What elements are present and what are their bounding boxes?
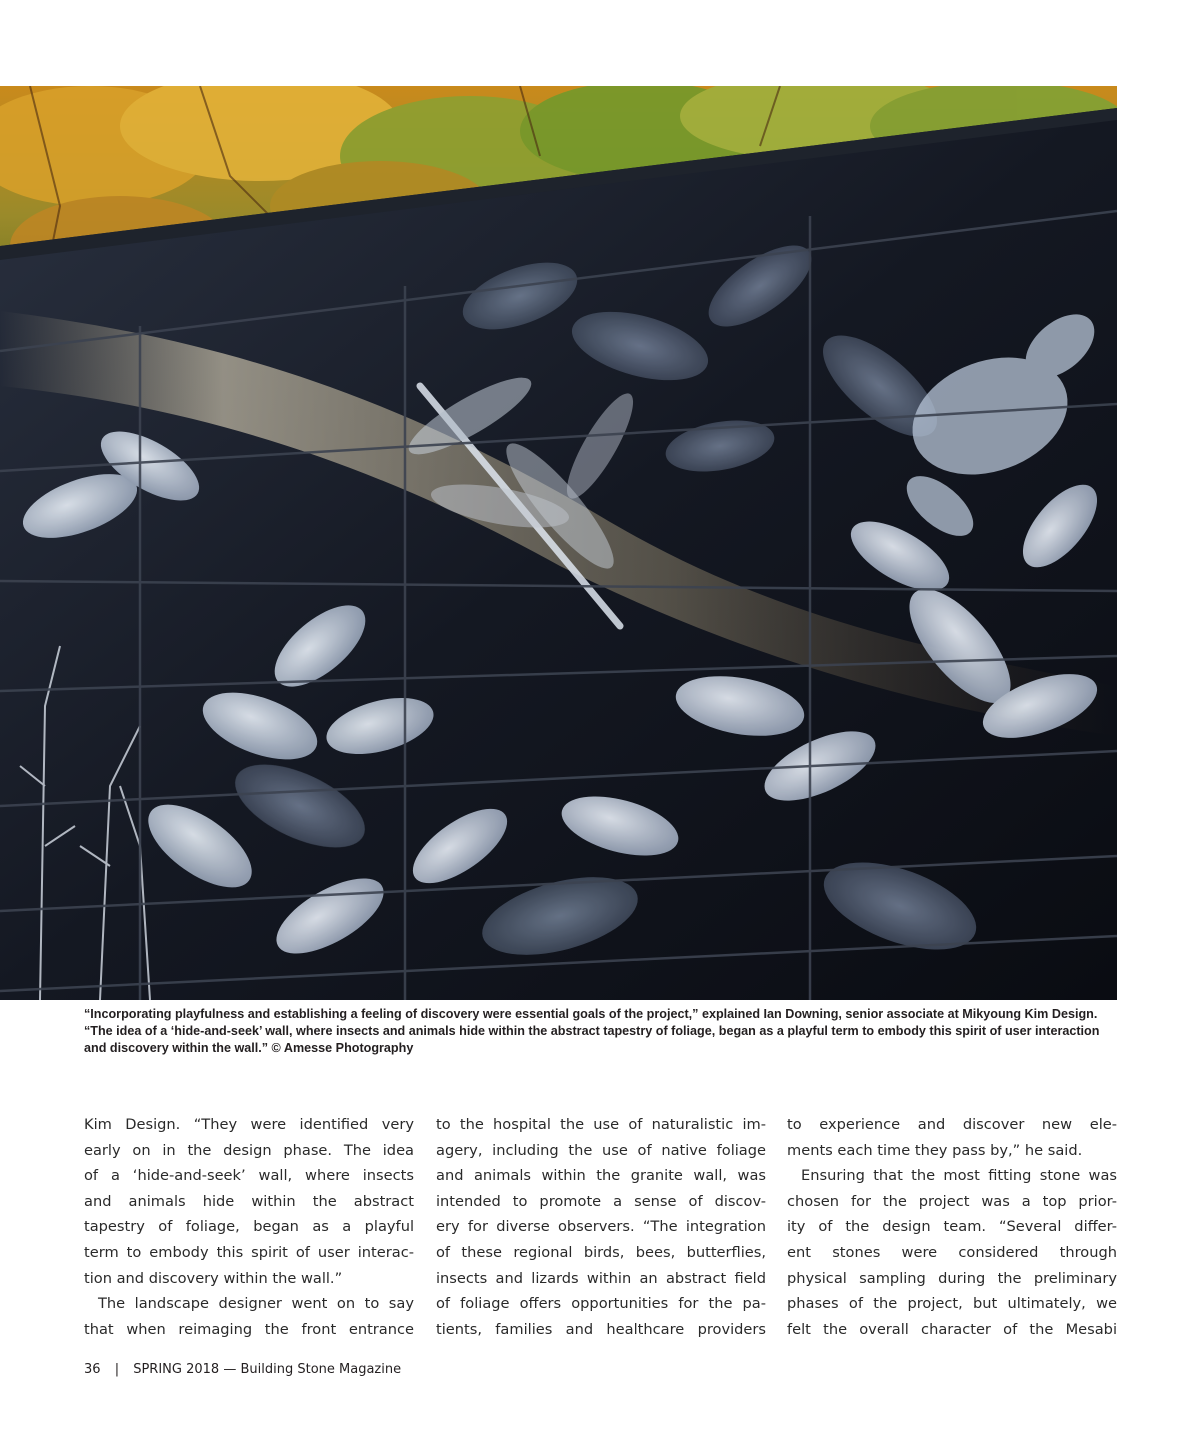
body-line: chosen for the project was a top prior- <box>787 1192 1117 1210</box>
wall-photo-illustration <box>0 86 1117 1000</box>
body-line: that when reimaging the front entrance <box>84 1320 414 1338</box>
body-line: tion and discovery within the wall.” <box>84 1269 343 1287</box>
page-footer <box>84 1362 401 1377</box>
caption-line: “The idea of a ‘hide-and-seek’ wall, where insects and animals hide within the abstract tapestry of foliage, began as a playful term to embody this spirit of user interaction <box>84 1024 1100 1038</box>
footer-separator: | <box>114 1362 120 1377</box>
hero-photo <box>0 86 1117 1000</box>
article-column-3 <box>787 1112 1117 1342</box>
body-line: Ensuring that the most fitting stone was <box>801 1167 1117 1185</box>
body-line: and animals hide within the abstract <box>84 1192 414 1210</box>
article-column-2 <box>436 1112 766 1342</box>
body-line: of a ‘hide-and-seek’ wall, where insects <box>84 1167 414 1185</box>
body-line: felt the overall character of the Mesabi <box>787 1320 1117 1338</box>
body-line: early on in the design phase. The idea <box>84 1141 414 1159</box>
body-line: The landscape designer went on to say <box>98 1295 414 1313</box>
body-line: phases of the project, but ultimately, we <box>787 1295 1117 1313</box>
issue-label: SPRING 2018 <box>133 1362 220 1377</box>
body-line: of foliage offers opportunities for the pa- <box>436 1295 766 1313</box>
body-line: ery for diverse observers. “The integration <box>436 1218 766 1236</box>
body-line: Kim Design. “They were identified very <box>84 1116 414 1133</box>
publication-name: — Building Stone Magazine <box>223 1362 402 1377</box>
caption-line: “Incorporating playfulness and establishing a feeling of discovery were essential goals of the project,” explained Ian Downing, senior associate at Mikyoung Kim Design. <box>84 1007 1098 1021</box>
photo-caption <box>84 1006 1114 1057</box>
body-line: tapestry of foliage, began as a playful <box>84 1218 414 1236</box>
body-line: to the hospital the use of naturalistic im- <box>436 1116 766 1133</box>
caption-line: and discovery within the wall.” © Amesse Photography <box>84 1041 414 1055</box>
body-line: to experience and discover new ele- <box>787 1116 1117 1133</box>
body-line: tients, families and healthcare providers <box>436 1320 766 1338</box>
body-line: physical sampling during the preliminary <box>787 1269 1117 1287</box>
body-line: agery, including the use of native foliage <box>436 1141 766 1159</box>
body-line: term to embody this spirit of user interac- <box>84 1243 414 1261</box>
page-number: 36 <box>84 1362 101 1377</box>
body-line: ments each time they pass by,” he said. <box>787 1141 1083 1159</box>
body-line: ent stones were considered through <box>787 1243 1117 1261</box>
body-line: and animals within the granite wall, was <box>436 1167 766 1185</box>
body-line: intended to promote a sense of discov- <box>436 1192 766 1210</box>
body-line: of these regional birds, bees, butterflies, <box>436 1243 766 1261</box>
body-line: ity of the design team. “Several differ- <box>787 1218 1117 1236</box>
article-column-1 <box>84 1112 414 1342</box>
body-line: insects and lizards within an abstract field <box>436 1269 766 1287</box>
